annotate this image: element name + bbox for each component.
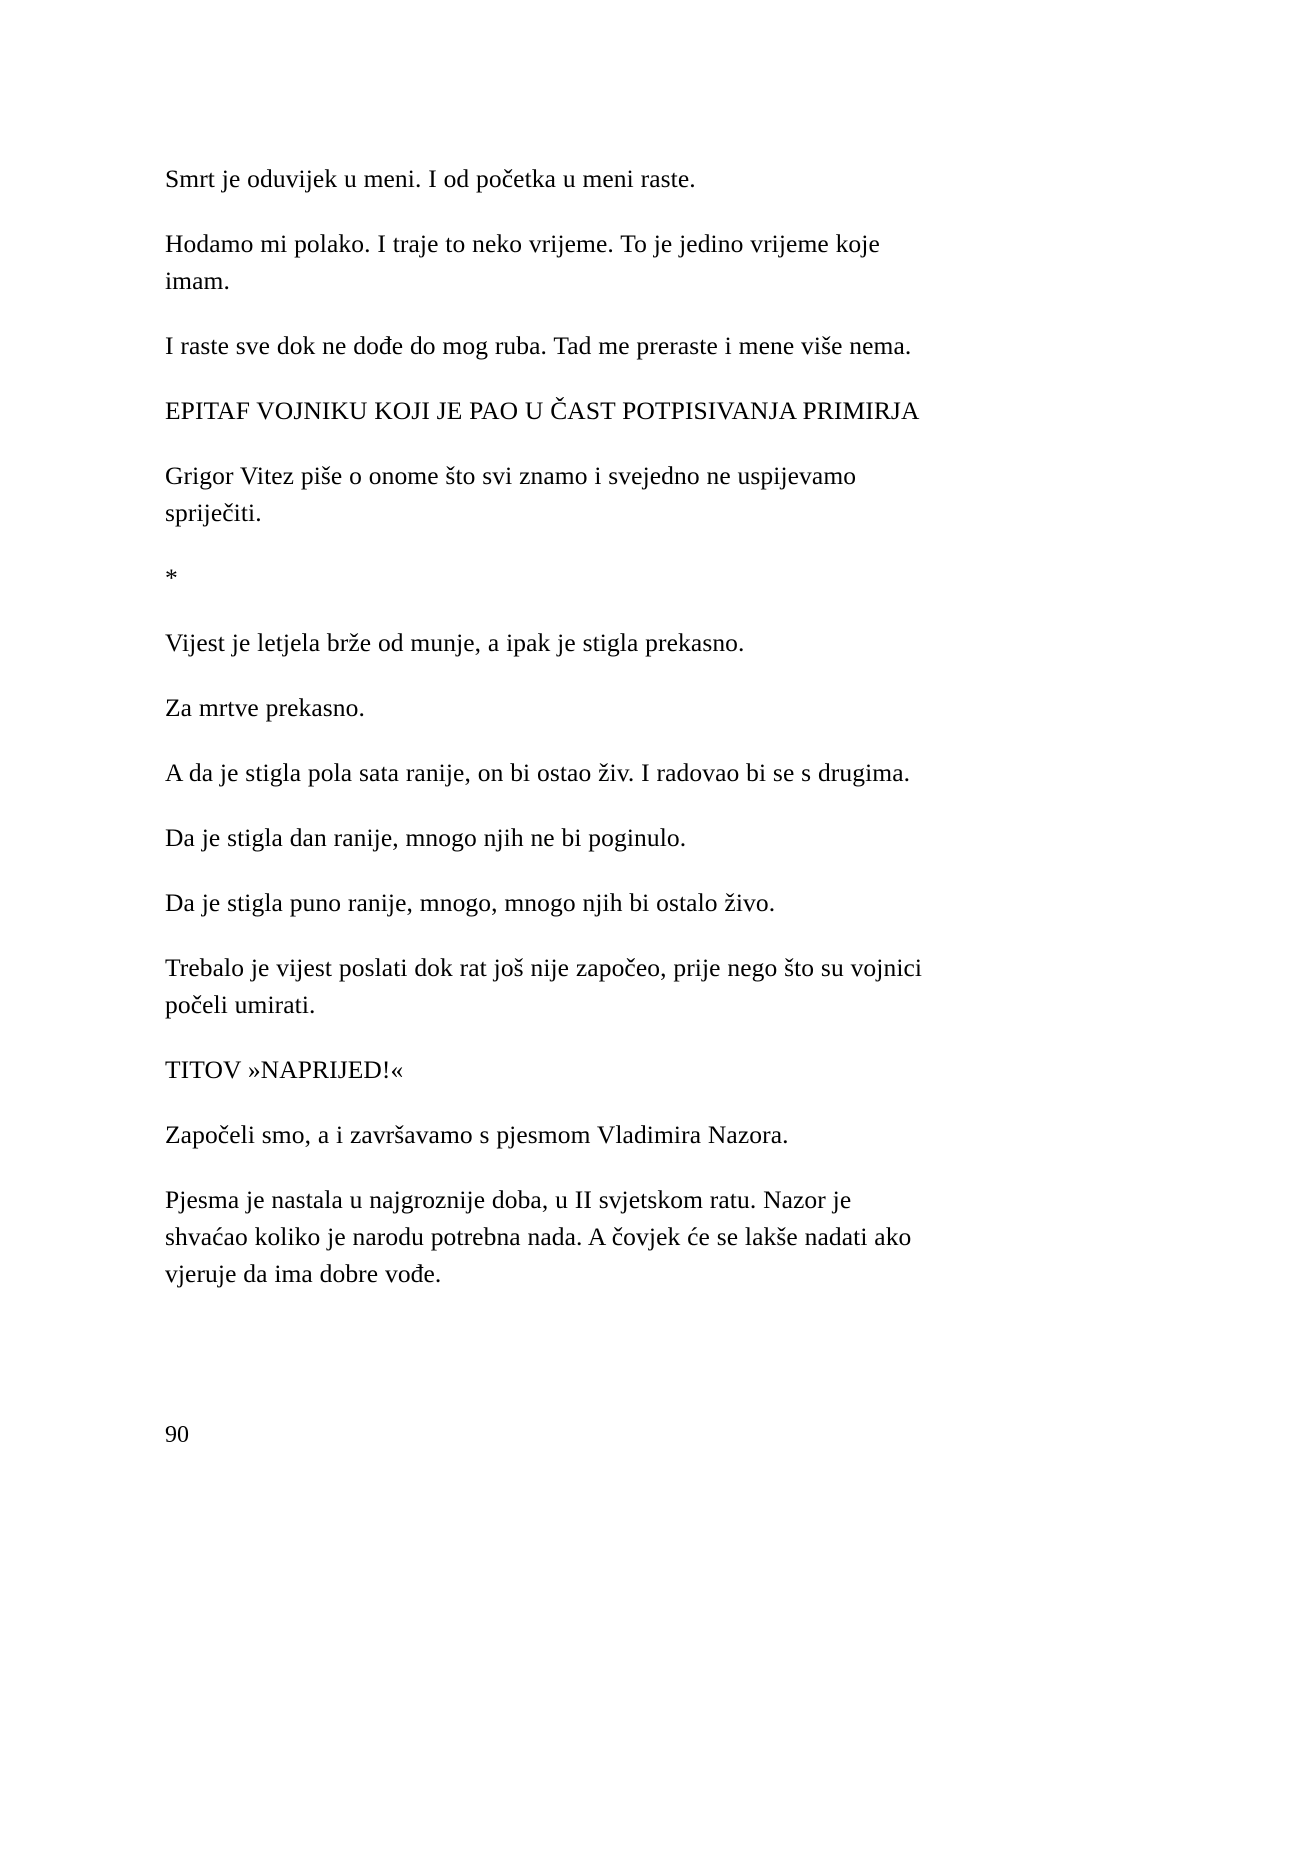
- body-text-column: [165, 160, 930, 1320]
- paragraph: Smrt je oduvijek u meni. I od početka u meni raste.: [165, 164, 696, 193]
- section-heading: EPITAF VOJNIKU KOJI JE PAO U ČAST POTPISIVANJA PRIMIRJA: [165, 396, 920, 425]
- paragraph: Za mrtve prekasno.: [165, 693, 365, 722]
- paragraph: Započeli smo, a i završavamo s pjesmom Vladimira Nazora.: [165, 1120, 789, 1149]
- paragraph: Trebalo je vijest poslati dok rat još nije započeo, prije nego što su vojnici počeli umirati.: [165, 953, 923, 1019]
- paragraph: Da je stigla dan ranije, mnogo njih ne bi poginulo.: [165, 823, 687, 852]
- paragraph: Vijest je letjela brže od munje, a ipak je stigla prekasno.: [165, 628, 745, 657]
- paragraph: Grigor Vitez piše o onome što svi znamo i svejedno ne uspijevamo spriječiti.: [165, 461, 857, 527]
- paragraph: I raste sve dok ne dođe do mog ruba. Tad me preraste i mene više nema.: [165, 331, 912, 360]
- paragraph: Pjesma je nastala u najgroznije doba, u II svjetskom ratu. Nazor je shvaćao koliko je narodu potrebna nada. A čovjek će se lakše nadati ako vjeruje da ima dobre vođe.: [165, 1185, 912, 1288]
- paragraph: Hodamo mi polako. I traje to neko vrijeme. To je jedino vrijeme koje imam.: [165, 229, 880, 295]
- page-number: 90: [165, 1422, 189, 1448]
- section-heading: TITOV »NAPRIJED!«: [165, 1055, 404, 1084]
- paragraph: Da je stigla puno ranije, mnogo, mnogo njih bi ostalo živo.: [165, 888, 776, 917]
- asterisk-separator: *: [165, 563, 178, 592]
- paragraph: A da je stigla pola sata ranije, on bi ostao živ. I radovao bi se s drugima.: [165, 758, 911, 787]
